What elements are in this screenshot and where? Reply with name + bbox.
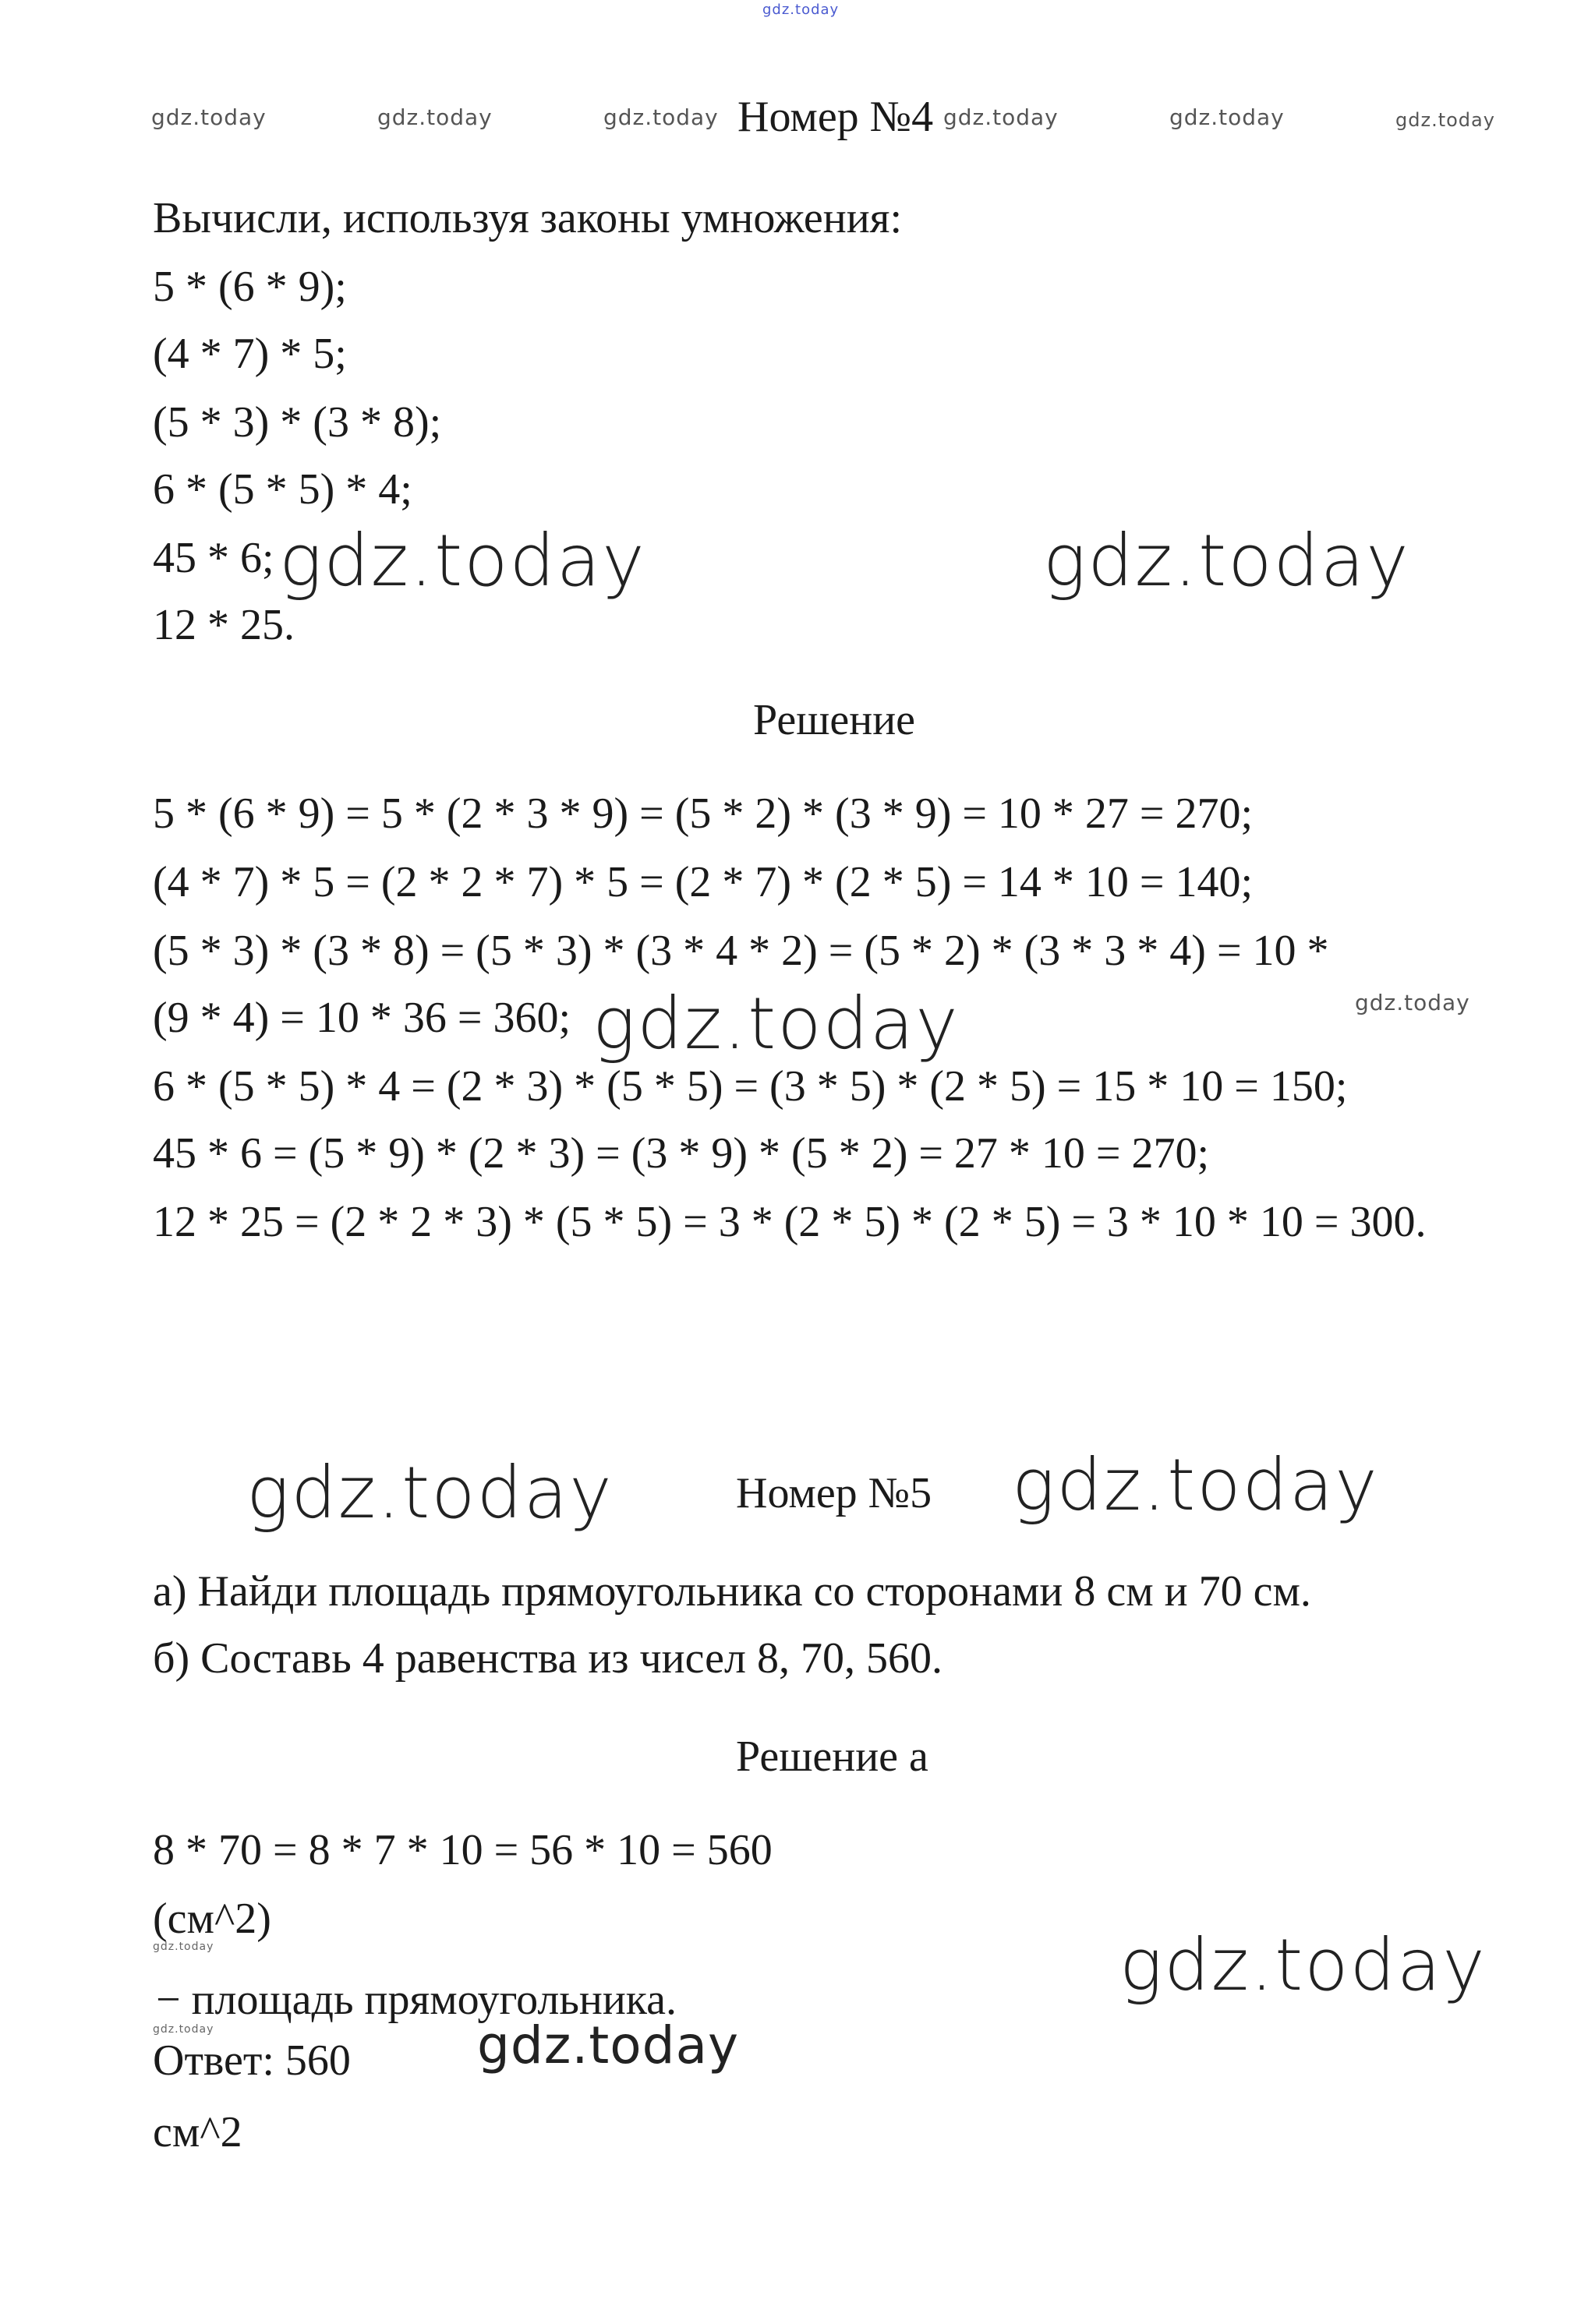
watermark-large-2: gdz.today [1043,519,1410,602]
watermark-top: gdz.today [762,2,840,18]
task5-solution-line-4: Ответ: 560 [153,2036,351,2085]
task4-solution-line-7: 12 * 25 = (2 * 2 * 3) * (5 * 5) = 3 * (2 * 5) * (2 * 5) = 3 * 10 * 10 = 300. [153,1198,1427,1246]
watermark-header-1: gdz.today [151,104,267,130]
task5-solution-line-5: см^2 [153,2108,242,2156]
task5-part-b: б) Составь 4 равенства из чисел 8, 70, 560. [153,1634,942,1683]
task4-item-5: 45 * 6; [153,534,274,582]
watermark-small-right: gdz.today [1355,990,1470,1015]
task4-solution-line-1: 5 * (6 * 9) = 5 * (2 * 3 * 9) = (5 * 2) * (3 * 9) = 10 * 27 = 270; [153,789,1254,838]
watermark-large-1: gdz.today [279,519,646,602]
watermark-large-3: gdz.today [592,982,960,1065]
task5-part-a: а) Найди площадь прямоугольника со сторонами 8 см и 70 см. [153,1567,1311,1616]
task5-solution-line-3: − площадь прямоугольника. [156,1976,677,2024]
watermark-header-3: gdz.today [603,104,719,130]
watermark-large-4: gdz.today [246,1451,614,1535]
task4-solution-line-3: (5 * 3) * (3 * 8) = (5 * 3) * (3 * 4 * 2) = (5 * 2) * (3 * 3 * 4) = 10 * [153,927,1329,975]
watermark-header-6: gdz.today [1395,109,1495,131]
watermark-tiny-2: gdz.today [153,2023,214,2036]
task4-solution-line-6: 45 * 6 = (5 * 9) * (2 * 3) = (3 * 9) * (5 * 2) = 27 * 10 = 270; [153,1129,1210,1178]
task4-solution-line-2: (4 * 7) * 5 = (2 * 2 * 7) * 5 = (2 * 7) * (2 * 5) = 14 * 10 = 140; [153,858,1254,906]
watermark-header-5: gdz.today [1169,104,1285,130]
task4-solution-heading: Решение [753,696,916,744]
task5-title: Номер №5 [736,1469,932,1517]
watermark-medium-1: gdz.today [477,2015,740,2075]
task4-solution-line-4: (9 * 4) = 10 * 36 = 360; [153,994,571,1042]
task4-item-6: 12 * 25. [153,601,295,649]
task5-solution-line-1: 8 * 70 = 8 * 7 * 10 = 56 * 10 = 560 [153,1826,773,1874]
task5-solution-heading: Решение а [736,1732,928,1781]
task4-item-1: 5 * (6 * 9); [153,263,347,311]
watermark-large-6: gdz.today [1119,1923,1487,2007]
task4-item-2: (4 * 7) * 5; [153,330,347,378]
task4-title: Номер №4 [737,93,934,141]
task4-item-3: (5 * 3) * (3 * 8); [153,398,442,447]
task4-solution-line-5: 6 * (5 * 5) * 4 = (2 * 3) * (5 * 5) = (3 * 5) * (2 * 5) = 15 * 10 = 150; [153,1062,1348,1111]
watermark-tiny-1: gdz.today [153,1941,214,1953]
watermark-header-2: gdz.today [377,104,493,130]
task4-prompt: Вычисли, используя законы умножения: [153,194,902,242]
watermark-header-4: gdz.today [943,104,1059,130]
watermark-large-5: gdz.today [1012,1443,1379,1527]
task4-item-4: 6 * (5 * 5) * 4; [153,465,412,514]
task5-solution-line-2: (см^2) [153,1895,271,1943]
